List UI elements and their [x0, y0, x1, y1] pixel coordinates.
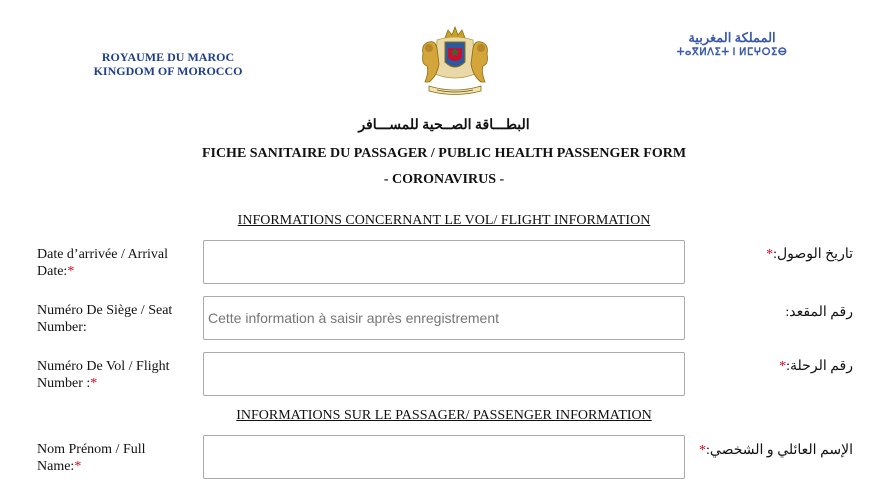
seat-number-field[interactable]	[203, 296, 685, 340]
full-name-label-line2: Name:	[37, 459, 75, 474]
required-marker: *	[779, 359, 787, 374]
seat-number-input[interactable]	[204, 297, 684, 339]
flight-number-label-ar	[690, 358, 853, 375]
kingdom-name-en: KINGDOM OF MOROCCO	[93, 64, 243, 78]
full-name-field[interactable]	[203, 435, 685, 479]
full-name-label-ar-text: الإسم العائلي و الشخصي:	[706, 443, 853, 458]
kingdom-name-latin	[92, 50, 244, 78]
kingdom-name-ar: المملكة المغربية	[688, 30, 776, 45]
full-name-input[interactable]	[204, 436, 684, 478]
seat-number-label-line2: Number:	[37, 320, 87, 335]
kingdom-name-fr: ROYAUME DU MAROC	[101, 50, 235, 64]
flight-number-input[interactable]	[204, 353, 684, 395]
arrival-date-label-ar	[690, 246, 853, 263]
section-heading-flight: INFORMATIONS CONCERNANT LE VOL/ FLIGHT INFORMATION	[237, 213, 651, 228]
arrival-date-input[interactable]	[204, 241, 684, 283]
seat-number-label-ar	[690, 304, 853, 321]
required-marker: *	[699, 443, 707, 458]
seat-number-label	[37, 302, 197, 336]
form-title: FICHE SANITAIRE DU PASSAGER / PUBLIC HEALTH PASSENGER FORM	[201, 146, 687, 161]
morocco-coat-of-arms-icon	[415, 24, 495, 98]
required-marker: *	[90, 376, 98, 391]
required-marker: *	[74, 459, 82, 474]
flight-number-label-ar-text: رقم الرحلة:	[786, 359, 853, 374]
flight-number-label-line2: Number :	[37, 376, 91, 391]
kingdom-name-tifinagh: ⵜⴰⴳⵍⴷⵉⵜ ⵏ ⵍⵎⵖⵔⵉⴱ	[676, 47, 788, 58]
flight-number-label	[37, 358, 197, 392]
arrival-date-label-line2: Date:	[37, 264, 68, 279]
seat-number-label-line1: Numéro De Siège / Seat	[37, 303, 173, 318]
full-name-label-ar	[690, 442, 853, 459]
arrival-date-label-line1: Date d’arrivée / Arrival	[37, 247, 168, 262]
arrival-date-label	[37, 246, 197, 280]
seat-number-label-ar-text: رقم المقعد:	[785, 305, 853, 320]
required-marker: *	[766, 247, 774, 262]
kingdom-name-native	[672, 30, 792, 60]
flight-number-label-line1: Numéro De Vol / Flight	[37, 359, 170, 374]
required-marker: *	[67, 264, 75, 279]
full-name-label	[37, 441, 197, 475]
arrival-date-label-ar-text: تاريخ الوصول:	[773, 247, 853, 262]
form-title-ar: البطـــاقة الصــحية للمســـافر	[358, 118, 530, 133]
full-name-label-line1: Nom Prénom / Full	[37, 442, 146, 457]
section-heading-passenger: INFORMATIONS SUR LE PASSAGER/ PASSENGER INFORMATION	[236, 408, 652, 423]
flight-number-field[interactable]	[203, 352, 685, 396]
arrival-date-field[interactable]	[203, 240, 685, 284]
form-subtitle: - CORONAVIRUS -	[383, 172, 505, 187]
